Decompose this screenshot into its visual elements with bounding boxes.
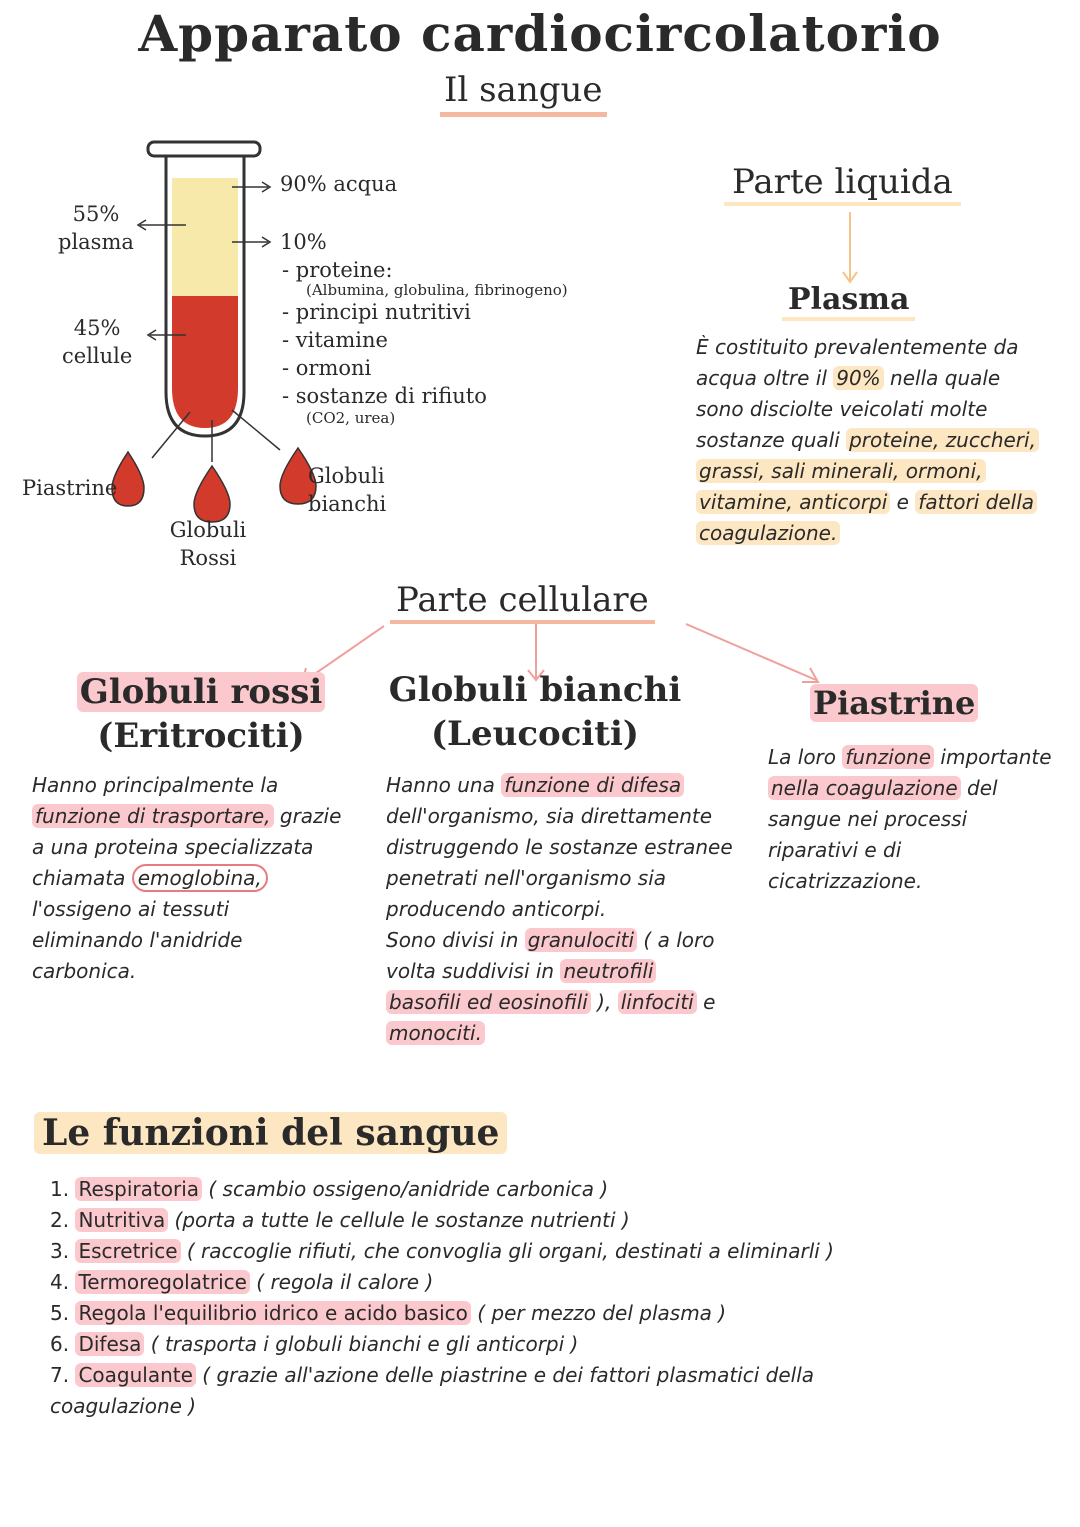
white-cells-description: Hanno una funzione di difesa dell'organismo, sia direttamente distruggendo le sostanze estranee penetrati nell'organismo sia producendo anticorpi. Sono divisi in granulociti ( a loro volta suddivisi in neutrofili basofili ed eosinofili ), linfociti e monociti. <box>386 773 733 1045</box>
rest-label: 10% <box>280 230 327 254</box>
red-cells-description: Hanno principalmente la funzione di trasportare, grazie a una proteina specializzata chiamata emoglobina, l'ossigeno ai tessuti eliminando l'anidride carbonica. <box>32 773 342 983</box>
emoglobina-circle: emoglobina, <box>132 864 268 892</box>
functions-heading: Le funzioni del sangue <box>34 1112 507 1154</box>
cells-text: cellule <box>62 344 133 368</box>
cellular-heading: Parte cellulare <box>390 580 655 624</box>
component-note: (CO2, urea) <box>306 409 396 427</box>
component-item: - sostanze di rifiuto <box>282 384 487 408</box>
tube-plasma <box>172 178 238 296</box>
cells-percent: 45% <box>73 316 121 340</box>
drop-globuli-rossi <box>194 466 230 522</box>
platelets-heading: Piastrine <box>810 684 978 722</box>
plasma-percent: 55% <box>72 202 120 226</box>
red-cells-heading: Globuli rossi (Eritrociti) <box>56 670 346 758</box>
component-item: - principi nutritivi <box>282 300 471 324</box>
function-item: 3. Escretrice ( raccoglie rifiuti, che convoglia gli organi, destinati a eliminarli ) <box>50 1239 834 1263</box>
component-item: - vitamine <box>282 328 388 352</box>
drop-label-globuli-rossi: Globuli Rossi <box>169 518 247 570</box>
functions-list <box>50 1174 1060 1422</box>
cells-label <box>62 314 132 370</box>
component-note: (Albumina, globulina, fibrinogeno) <box>306 281 568 299</box>
function-item: 5. Regola l'equilibrio idrico e acido basico ( per mezzo del plasma ) <box>50 1301 727 1325</box>
drop-label-globuli-bianchi: Globuli bianchi <box>308 464 387 516</box>
component-item: - ormoni <box>282 356 372 380</box>
platelets-description: La loro funzione importante nella coagulazione del sangue nei processi riparativi e di cicatrizzazione. <box>768 745 1052 893</box>
plasma-text: plasma <box>58 230 134 254</box>
component-item: - proteine: <box>282 258 393 282</box>
liquid-arrow <box>838 210 862 286</box>
water-label: 90% acqua <box>280 172 398 196</box>
white-cells-heading: Globuli bianchi (Leucociti) <box>388 670 682 754</box>
tube-rim <box>148 142 260 156</box>
function-item: 4. Termoregolatrice ( regola il calore ) <box>50 1270 434 1294</box>
drop-label-piastrine: Piastrine <box>22 476 118 500</box>
page-subtitle: Il sangue <box>440 70 607 117</box>
liquid-heading: Parte liquida <box>724 162 961 206</box>
tube-cells <box>172 296 238 428</box>
plasma-heading: Plasma <box>782 282 915 321</box>
plasma-label <box>58 200 134 256</box>
function-item: 6. Difesa ( trasporta i globuli bianchi e gli anticorpi ) <box>50 1332 579 1356</box>
function-item-continuation: coagulazione ) <box>50 1394 197 1418</box>
page-title: Apparato cardiocircolatorio <box>138 4 942 63</box>
plasma-description: È costituito prevalentemente da acqua oltre il 90% nella quale sono disciolte veicolati molte sostanze quali proteine, zuccheri, grassi, sali minerali, ormoni, vitamine, anticorpi e fattori della coagulazione. <box>696 332 1076 549</box>
function-item: 2. Nutritiva (porta a tutte le cellule le sostanze nutrienti ) <box>50 1208 630 1232</box>
function-item: 1. Respiratoria ( scambio ossigeno/anidride carbonica ) <box>50 1177 609 1201</box>
function-item: 7. Coagulante ( grazie all'azione delle piastrine e dei fattori plasmatici della <box>50 1363 815 1387</box>
composition-list <box>282 258 568 426</box>
